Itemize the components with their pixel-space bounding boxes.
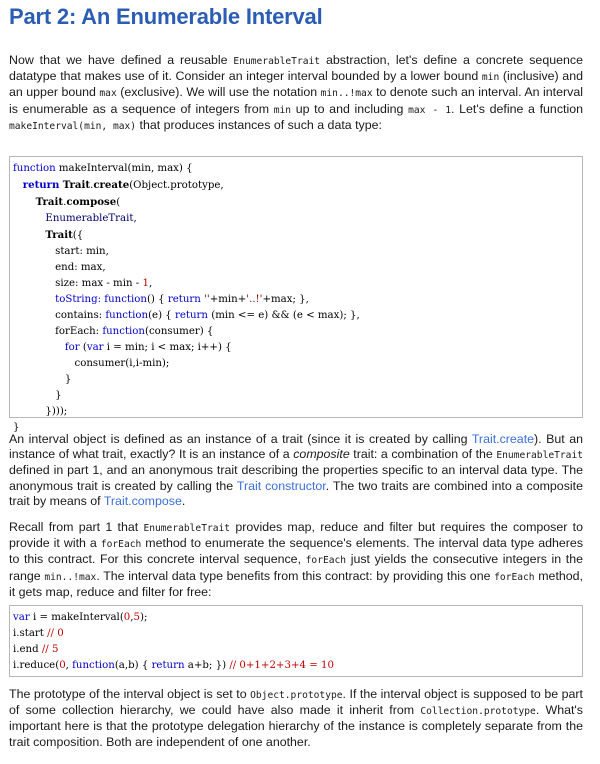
code-line: i.start // 0 <box>13 628 64 639</box>
page-title: Part 2: An Enumerable Interval <box>9 4 323 29</box>
code-line: Trait({ <box>45 229 84 241</box>
code-line: } <box>13 422 20 433</box>
code-line: EnumerableTrait, <box>45 213 137 224</box>
code-block-make-interval <box>9 156 583 433</box>
code-line: function makeInterval(min, max) { <box>13 163 193 174</box>
code-line: } <box>64 374 72 385</box>
code-line: start: min, <box>55 246 109 257</box>
code-line: end: max, <box>55 262 106 273</box>
code-line: Trait.compose( <box>35 196 121 208</box>
code-line: return Trait.create(Object.prototype, <box>22 179 224 191</box>
prototype-paragraph: The prototype of the interval object is set to Object.prototype. If the interval object is supposed to be part of some collection hierarchy, we could have also made it inherit from Collection.prototype. What's important here is that the prototype delegation hierarchy of the instance is completely separate from the trait composition. Both are independent of one another. <box>9 687 583 749</box>
code-block-usage <box>9 605 583 677</box>
code-line: i.reduce(0, function(a,b) { return a+b; }) // 0+1+2+3+4 = 10 <box>13 660 334 671</box>
code-line: }))); <box>45 406 68 417</box>
trait-constructor-link[interactable]: Trait constructor <box>236 478 326 493</box>
code-line: i.end // 5 <box>13 644 59 655</box>
code-line: } <box>55 390 62 401</box>
code-line: var i = makeInterval(0,5); <box>13 612 148 623</box>
code-line: contains: function(e) { return (min <= e) && (e < max); }, <box>55 310 360 321</box>
contract-paragraph: Recall from part 1 that EnumerableTrait provides map, reduce and filter but requires the composer to provide it with a forEach method to enumerate the sequence's elements. The interval data type adheres to this contract. For this concrete interval sequence, forEach just yields the consecutive integers in the range min..!max. The interval data type benefits from this contract: by providing this one forEach method, it gets map, reduce and filter for free: <box>9 520 584 599</box>
trait-create-link[interactable]: Trait.create <box>471 432 535 446</box>
code-line: consumer(i,i-min); <box>74 358 170 369</box>
code-line: forEach: function(consumer) { <box>55 326 214 337</box>
code-line: toString: function() { return ''+min+'..!'+max; }, <box>55 294 309 305</box>
intro-paragraph: Now that we have defined a reusable EnumerableTrait abstraction, let's define a concrete sequence datatype that makes use of it. Consider an integer interval bounded by a lower bound min (inclusive) and an upper bound max (exclusive). We will use the notation min..!max to denote such an interval. An interval is enumerable as a sequence of integers from min up to and including max - 1. Let's define a function makeInterval(min, max) that produces instances of such a data type: <box>9 53 583 132</box>
trait-paragraph: An interval object is defined as an instance of a trait (since it is created by calling Trait.create). But an instance of what trait, exactly? It is an instance of a composite trait: a combination of the EnumerableTrait defined in part 1, and an anonymous trait describing the properties specific to an interval data type. The anonymous trait is created by calling the Trait constructor. The two traits are combined into a composite trait by means of Trait.compose. <box>9 432 584 508</box>
trait-compose-link[interactable]: Trait.compose <box>103 493 182 508</box>
code-line: for (var i = min; i < max; i++) { <box>64 342 232 353</box>
code-line: size: max - min - 1, <box>55 278 153 289</box>
